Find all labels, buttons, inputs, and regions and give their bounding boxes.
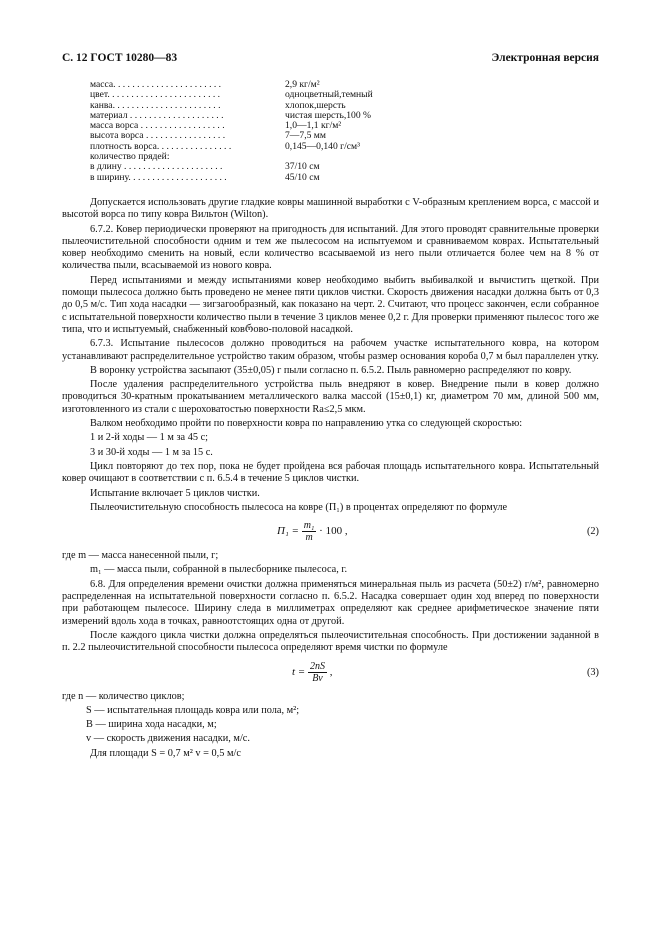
carpet-spec-list	[90, 80, 510, 183]
spec-value: 1,0—1,1 кг/м²	[285, 120, 342, 132]
paragraph: В воронку устройства засыпают (35±0,05) г пыли согласно п. 6.5.2. Пыль равномерно распределяют по ковру.	[90, 364, 572, 376]
spec-label: в ширину. . . . . . . . . . . . . . . . . . . . .	[90, 171, 227, 183]
spec-value: 45/10 см	[285, 171, 320, 183]
spec-value: 7—7,5 мм	[285, 130, 326, 142]
formula-number: (2)	[586, 526, 599, 538]
spec-label: масса ворса . . . . . . . . . . . . . . . . . .	[90, 120, 225, 132]
formula-3	[62, 657, 599, 689]
paragraph: 1 и 2-й ходы — 1 м за 45 с;	[90, 432, 209, 444]
paragraph: 6.7.3. Испытание пылесосов должно проводиться на рабочем участке испытательного ковра, на котором устанавливают распределительное устройство таким образом, чтобы размер основания короба 0,7 м был параллелен утку.	[62, 338, 599, 362]
paragraph: Испытание включает 5 циклов чистки.	[90, 487, 260, 499]
spec-value: 2,9 кг/м²	[285, 79, 320, 90]
paragraph: v — скорость движения насадки, м/с.	[86, 733, 250, 745]
spec-row	[90, 173, 510, 183]
paragraph: Валком необходимо пройти по поверхности ковра по направлению утка со следующей скоростью:	[90, 418, 523, 430]
header-version-label: Электронная версия	[491, 52, 599, 64]
paragraph: После каждого цикла чистки должна определяться пылеочистительная способность. При достижении заданной в п. 2.2 пылеочистительной способности пылесоса определяют время чистки по формуле	[62, 629, 599, 654]
paragraph: После удаления распределительного устройства пыль внедряют в ковер. Внедрение пыли в ковер должно проводиться 30-кратным прокатыванием металлического валка массой (15±0,1) кг, диаметром 70 мм, длиной 500 мм, изготовленного из стали с шероховатостью поверхности Ra≤2,5 мкм.	[62, 379, 599, 415]
spec-label: высота ворса . . . . . . . . . . . . . . . . .	[90, 130, 226, 142]
spec-value: хлопок,шерсть	[285, 99, 346, 111]
spec-label: количество прядей:	[90, 151, 170, 163]
paragraph: где m — масса нанесенной пыли, г;	[62, 550, 219, 562]
spec-value: 0,145—0,140 г/см³	[285, 140, 360, 152]
paragraph: Пылеочистительную способность пылесоса на ковре (П₁) в процентах определяют по формуле	[90, 501, 508, 513]
formula-number: (3)	[586, 666, 599, 678]
header-standard-ref: С. 12 ГОСТ 10280—83	[62, 52, 178, 64]
paragraph: Перед испытаниями и между испытаниями ковер необходимо выбить выбивалкой и вычистить щеткой. При помощи пылесоса должно быть проведено не менее пяти циклов чистки. Скорость движения насадки должна быть от 0,3 до 0,5 м/с. Тип хода насадки — зигзагообразный, как показано на черт. 2. Считают, что процесс закончен, если собранное с испытательной поверхности количество пыли в течение 3 циклов менее 0,2 г. Для проверки применяют пылесос того же типа, что и испытуемый, снабженный ковრово-половой насадкой.	[62, 274, 599, 335]
formula-rhs: · 100 ,	[319, 525, 348, 538]
paragraph: S — испытательная площадь ковра или пола, м²;	[86, 704, 300, 716]
formula-2	[62, 516, 599, 548]
spec-value: одноцветный,темный	[285, 89, 373, 101]
spec-label: масса. . . . . . . . . . . . . . . . . . . . . . .	[90, 79, 222, 90]
spec-value: 37/10 см	[285, 161, 320, 173]
formula-fraction	[308, 661, 327, 684]
formula-expression	[292, 661, 332, 684]
spec-label: цвет. . . . . . . . . . . . . . . . . . . . . . . .	[90, 89, 221, 101]
spec-label: материал . . . . . . . . . . . . . . . . . . . .	[90, 109, 224, 121]
paragraph: 6.8. Для определения времени очистки должна применяться минеральная пыль из расчета (50±2) г/м², равномерно распределенная на испытательной поверхности согласно п. 6.5.2. Насадка совершает один ход вперед по поверхности при работающем пылесосе. Ширину следа в миллиметрах определяют как среднее арифметическое значение пяти измерений вдоль хода в точках, равноотстоящих одна от другой.	[62, 578, 599, 627]
paragraph: где n — количество циклов;	[62, 690, 185, 702]
formula-numerator: m₁	[303, 520, 315, 532]
paragraph: B — ширина хода насадки, м;	[86, 719, 217, 731]
formula-fraction	[302, 520, 317, 543]
paragraph: Цикл повторяют до тех пор, пока не будет пройдена вся рабочая площадь испытательного ковра. Испытательный ковер очищают в соответствии с п. 6.5.4 в течение 5 циклов чистки.	[62, 460, 599, 485]
formula-denominator: m	[305, 532, 313, 544]
page-header	[62, 52, 599, 68]
paragraph: m₁ — масса пыли, собранной в пылесборнике пылесоса, г.	[90, 564, 348, 576]
formula-denominator: Bv	[312, 672, 323, 684]
formula-rhs: ,	[329, 665, 333, 678]
document-body	[62, 197, 599, 762]
paragraph: Для площади S = 0,7 м² v = 0,5 м/с	[90, 747, 241, 759]
formula-lhs: П₁ =	[277, 525, 299, 538]
paragraph: 3 и 30-й ходы — 1 м за 15 с.	[90, 446, 213, 458]
paragraph: 6.7.2. Ковер периодически проверяют на пригодность для испытаний. Для этого проводят сравнительные проверки пылеочистительной способности одним и тем же пылесосом на испытуемом и сравниваемом коврах. Испытательный ковер необходимо сменить на новый, если количество всасываемой из него пыли отличается более чем на 8 % от количества пыли, всасываемой из нового ковра.	[62, 223, 599, 272]
paragraph: Допускается использовать другие гладкие ковры машинной выработки с V-образным креплением ворса, с массой и высотой ворса по типу ковра Вильтон (Wilton).	[62, 197, 599, 221]
formula-expression	[277, 520, 348, 543]
spec-label: плотность ворса. . . . . . . . . . . . . . . .	[90, 140, 232, 152]
formula-numerator: 2nS	[309, 660, 325, 672]
spec-label: в длину . . . . . . . . . . . . . . . . . . . . .	[90, 161, 223, 173]
spec-value: чистая шерсть,100 %	[285, 109, 372, 121]
formula-lhs: t =	[292, 665, 306, 678]
spec-label: канва. . . . . . . . . . . . . . . . . . . . . . .	[90, 99, 221, 111]
